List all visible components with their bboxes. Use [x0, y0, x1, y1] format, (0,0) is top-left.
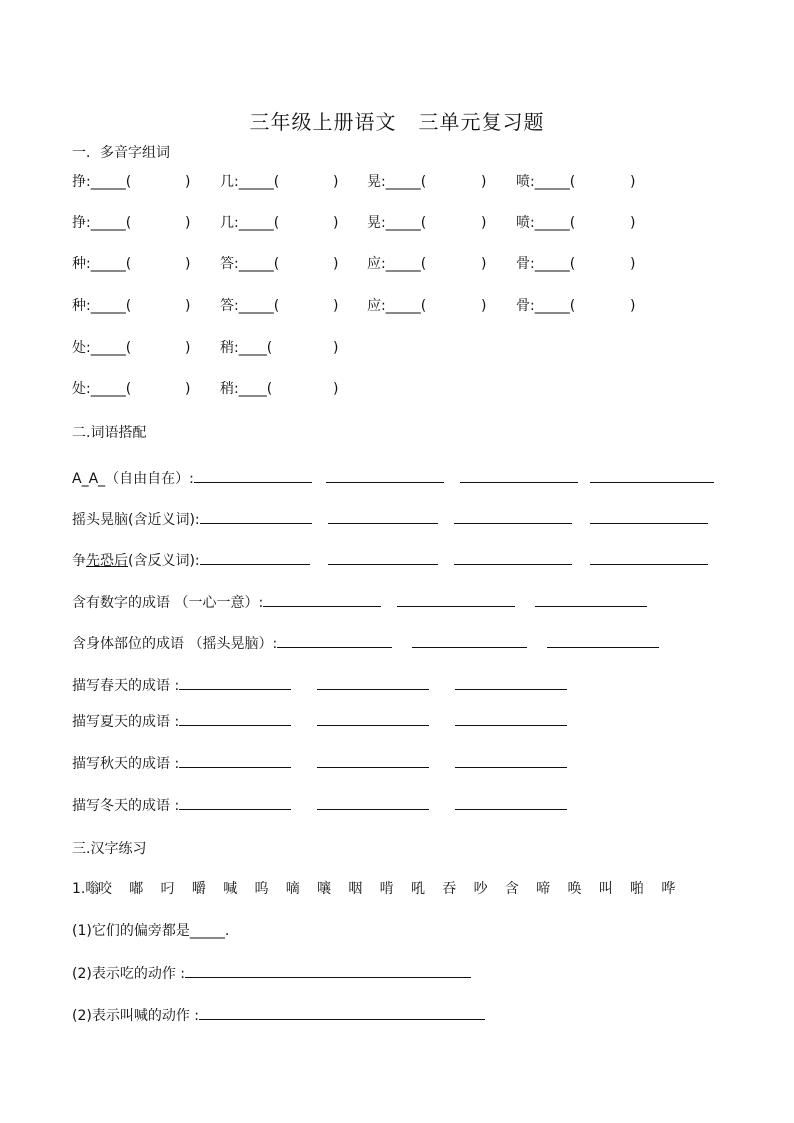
character: 嘟 [129, 881, 144, 897]
question-text: (2)表示吃的动作 : [72, 966, 185, 982]
character: 吞 [442, 881, 457, 897]
answer-blank[interactable] [535, 592, 647, 607]
answer-blank[interactable] [397, 592, 515, 607]
answer-blank[interactable] [317, 753, 429, 768]
paren-close: ) [481, 174, 487, 190]
section-1-heading: 一．多音字组词 [72, 145, 170, 161]
collocation-row [72, 711, 567, 732]
character: 嘀 [285, 881, 300, 897]
character: 嚷 [317, 881, 332, 897]
paren-close: ) [333, 215, 339, 231]
answer-blank[interactable] [328, 550, 438, 565]
character: 含 [504, 881, 519, 897]
polyphone-cell: 种:_____( [72, 298, 132, 314]
polyphone-cell: 答:_____( [220, 298, 280, 314]
collocation-label: A_A_（自由自在）: [72, 471, 194, 487]
answer-blank[interactable] [455, 795, 567, 810]
collocation-label: 描写春天的成语 : [72, 678, 180, 694]
underlined-phrase: 先恐后 [86, 553, 128, 569]
answer-blank[interactable] [547, 633, 659, 648]
polyphone-cell: 种:_____( [72, 256, 132, 272]
character: 叼 [160, 881, 175, 897]
polyphone-cell: 稍:____( [220, 381, 273, 397]
page-title [0, 106, 794, 135]
polyphone-cell: 应:_____( [367, 256, 427, 272]
answer-blank[interactable] [590, 468, 714, 483]
answer-blank[interactable] [455, 753, 567, 768]
character: 啪 [630, 881, 645, 897]
answer-blank[interactable] [326, 468, 444, 483]
paren-close: ) [333, 381, 339, 397]
answer-blank[interactable] [412, 633, 527, 648]
polyphone-cell: 几:_____( [220, 215, 280, 231]
question-text: (2)表示叫喊的动作 : [72, 1008, 199, 1024]
paren-close: ) [630, 256, 636, 272]
collocation-row [72, 468, 714, 489]
section-3-heading: 三.汉字练习 [72, 841, 147, 857]
answer-blank[interactable] [200, 509, 312, 524]
answer-blank[interactable] [454, 550, 572, 565]
answer-blank[interactable] [200, 550, 310, 565]
character: 吼 [410, 881, 425, 897]
label-char: 争 [72, 553, 86, 569]
collocation-row [72, 592, 647, 613]
question-eat-actions [72, 963, 471, 984]
paren-close: ) [185, 174, 191, 190]
paren-close: ) [630, 215, 636, 231]
answer-blank[interactable] [199, 1005, 485, 1020]
section-2-heading: 二.词语搭配 [72, 425, 147, 441]
paren-close: ) [333, 256, 339, 272]
paren-close: ) [630, 298, 636, 314]
question-radical [72, 921, 229, 941]
paren-close: ) [481, 298, 487, 314]
answer-blank[interactable] [317, 711, 429, 726]
answer-blank[interactable] [277, 633, 392, 648]
polyphone-cell: 稍:____( [220, 340, 273, 356]
collocation-label: 含身体部位的成语 （摇头晃脑）: [72, 636, 278, 652]
polyphone-cell: 骨:_____( [516, 256, 576, 272]
character: 喊 [223, 881, 238, 897]
collocation-row [72, 550, 708, 571]
paren-close: ) [630, 174, 636, 190]
answer-blank[interactable] [179, 675, 291, 690]
answer-blank[interactable] [317, 675, 429, 690]
collocation-label [72, 553, 200, 569]
collocation-label: 摇头晃脑(含近义词): [72, 512, 200, 528]
answer-blank[interactable] [179, 753, 291, 768]
paren-close: ) [185, 298, 191, 314]
answer-blank[interactable] [317, 795, 429, 810]
polyphone-cell: 应:_____( [367, 298, 427, 314]
character: 啃 [379, 881, 394, 897]
paren-close: ) [333, 340, 339, 356]
character: 叫 [598, 881, 613, 897]
polyphone-cell: 喷:_____( [516, 174, 576, 190]
label-suffix: (含反义词): [128, 553, 200, 569]
collocation-label: 描写夏天的成语 : [72, 714, 180, 730]
paren-close: ) [185, 340, 191, 356]
paren-close: ) [481, 215, 487, 231]
collocation-row [72, 509, 708, 530]
answer-blank[interactable] [194, 468, 312, 483]
answer-blank[interactable]: _____ [189, 923, 225, 939]
answer-blank[interactable] [179, 795, 291, 810]
answer-blank[interactable] [328, 509, 438, 524]
polyphone-cell: 晃:_____( [367, 215, 427, 231]
character-list [72, 879, 693, 899]
collocation-label: 描写冬天的成语 : [72, 798, 180, 814]
answer-blank[interactable] [179, 711, 291, 726]
collocation-row [72, 795, 567, 816]
paren-close: ) [481, 256, 487, 272]
question-text: (1)它们的偏旁都是 [72, 923, 190, 939]
answer-blank[interactable] [455, 711, 567, 726]
polyphone-cell: 挣:_____( [72, 215, 132, 231]
polyphone-cell: 喷:_____( [516, 215, 576, 231]
title-grade: 三年级上册语文 [249, 110, 397, 134]
title-unit: 三单元复习题 [418, 110, 545, 134]
polyphone-cell: 骨:_____( [516, 298, 576, 314]
character: 1.嗡 [72, 881, 100, 897]
answer-blank[interactable] [185, 963, 471, 978]
character: 咽 [348, 881, 363, 897]
polyphone-cell: 处:_____( [72, 381, 132, 397]
polyphone-cell: 答:_____( [220, 256, 280, 272]
character: 吵 [473, 881, 488, 897]
answer-blank[interactable] [590, 550, 708, 565]
answer-blank[interactable] [590, 509, 708, 524]
collocation-label: 描写秋天的成语 : [72, 756, 180, 772]
paren-close: ) [185, 381, 191, 397]
paren-close: ) [185, 256, 191, 272]
answer-blank[interactable] [263, 592, 381, 607]
polyphone-cell: 晃:_____( [367, 174, 427, 190]
character: 哗 [661, 881, 676, 897]
collocation-row [72, 633, 659, 654]
character: 唤 [567, 881, 582, 897]
polyphone-cell: 挣:_____( [72, 174, 132, 190]
collocation-row [72, 675, 567, 696]
question-shout-actions [72, 1005, 485, 1026]
paren-close: ) [333, 298, 339, 314]
paren-close: ) [185, 215, 191, 231]
answer-blank[interactable] [455, 675, 567, 690]
character: 啼 [536, 881, 551, 897]
character: 呜 [254, 881, 269, 897]
answer-blank[interactable] [454, 509, 572, 524]
character: 咬 [98, 881, 112, 897]
paren-close: ) [333, 174, 339, 190]
polyphone-cell: 几:_____( [220, 174, 280, 190]
character: 嚼 [191, 881, 206, 897]
polyphone-cell: 处:_____( [72, 340, 132, 356]
question-end: . [224, 923, 230, 939]
collocation-label: 含有数字的成语 （一心一意）: [72, 595, 264, 611]
collocation-row [72, 753, 567, 774]
answer-blank[interactable] [460, 468, 578, 483]
